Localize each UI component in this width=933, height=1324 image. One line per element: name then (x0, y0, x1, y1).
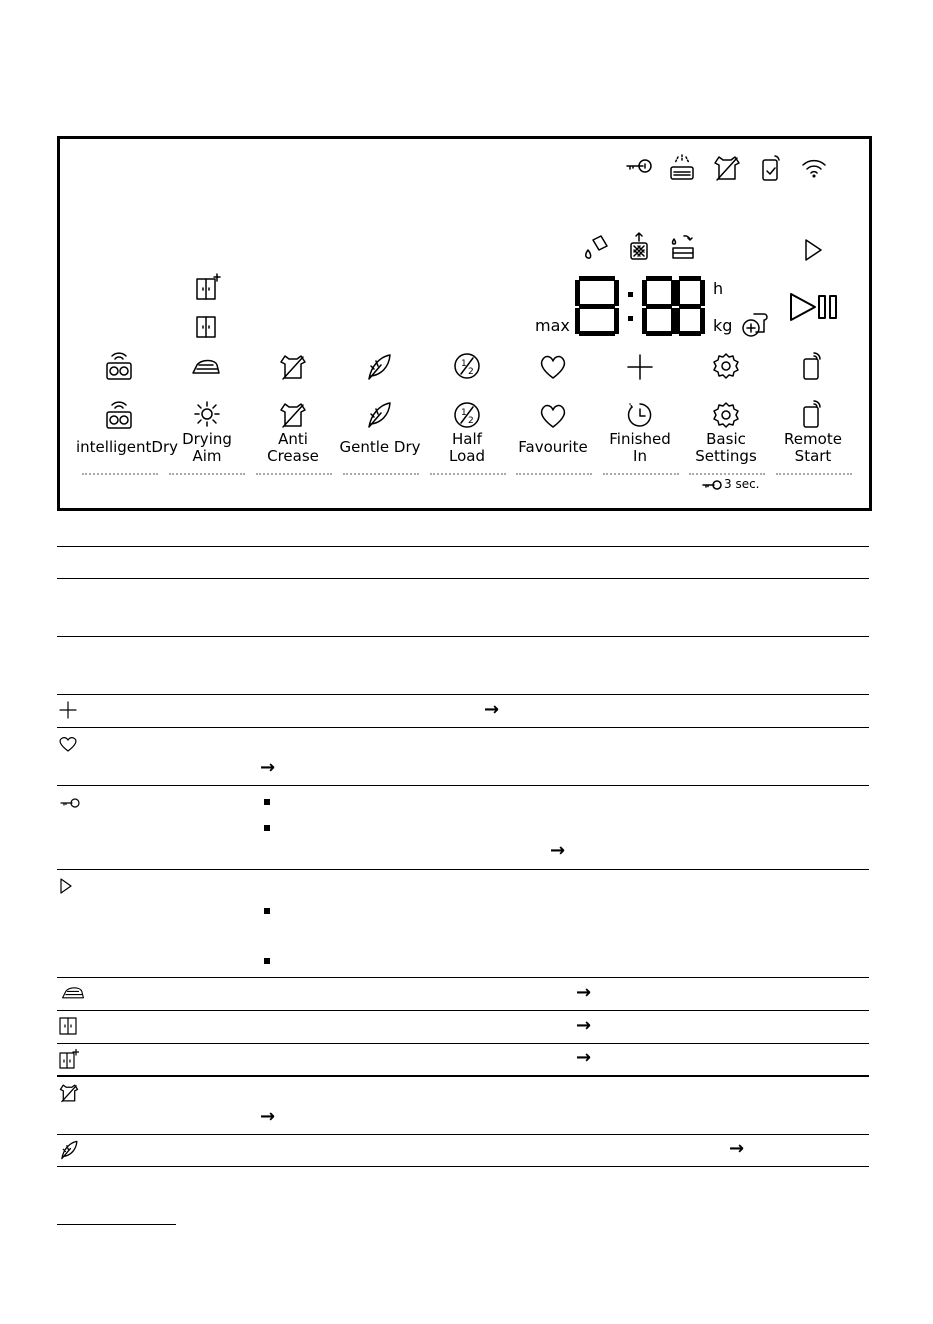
settings-indicator-icon (712, 352, 740, 380)
anti-crease-icon (59, 1083, 79, 1103)
table-rule (57, 578, 869, 579)
list-bullet (264, 958, 270, 964)
basic-settings-icon (712, 401, 740, 429)
max-label: max (535, 316, 570, 335)
table-rule (57, 1166, 869, 1167)
child-lock-hint-icon (701, 479, 723, 491)
gentle-dry-indicator-icon (365, 353, 393, 381)
anti-crease-indicator-icon (279, 353, 307, 381)
cupboard-dry-plus-icon (195, 273, 221, 301)
table-rule (57, 1075, 869, 1077)
intelligent-dry-icon (104, 400, 134, 430)
svg-text:1: 1 (461, 408, 467, 418)
drying-aim-icon (194, 401, 220, 427)
iron-indicator-icon (191, 357, 221, 377)
table-rule (57, 694, 869, 695)
remote-monitor-icon (759, 154, 783, 182)
add-laundry-icon (740, 309, 770, 339)
list-bullet (264, 799, 270, 805)
iron-icon (59, 985, 87, 1001)
heart-icon (59, 736, 77, 752)
finished-in-button[interactable]: Finished In (609, 430, 671, 465)
arrow-icon: → (484, 699, 500, 720)
favourite-icon (539, 403, 567, 429)
basic-settings-button[interactable]: Basic Settings (695, 430, 757, 465)
time-display (575, 276, 705, 336)
intelligent-dry-indicator-icon (104, 351, 134, 381)
half-load-button[interactable]: Half Load (449, 430, 485, 465)
table-rule (57, 1010, 869, 1011)
feather-icon (59, 1140, 79, 1160)
child-lock-hint-text: 3 sec. (724, 477, 760, 491)
touch-area-divider (82, 473, 158, 475)
arrow-icon: → (260, 1106, 276, 1127)
touch-area-divider (776, 473, 852, 475)
arrow-icon: → (576, 1015, 592, 1036)
arrow-icon: → (729, 1138, 745, 1159)
table-rule (57, 785, 869, 786)
list-bullet (264, 825, 270, 831)
svg-text:2: 2 (468, 367, 474, 377)
table-rule (57, 636, 869, 637)
anti-crease-status-icon (713, 154, 741, 182)
water-tank-icon (669, 153, 695, 181)
plus-icon (59, 701, 77, 719)
touch-area-divider (169, 473, 245, 475)
child-lock-icon (624, 157, 654, 175)
svg-text:1: 1 (461, 359, 467, 369)
remote-start-button[interactable]: Remote Start (784, 430, 842, 465)
touch-area-divider (343, 473, 419, 475)
arrow-icon: → (260, 757, 276, 778)
control-panel (57, 136, 872, 511)
finished-in-indicator-icon (626, 353, 654, 381)
touch-area-divider (689, 473, 765, 475)
remote-start-indicator-icon (800, 351, 824, 381)
half-load-icon (453, 401, 481, 429)
cupboard-dry-icon (195, 315, 221, 339)
hours-unit-label: h (713, 279, 724, 298)
favourite-button[interactable]: Favourite (518, 438, 588, 456)
favourite-indicator-icon (539, 354, 567, 380)
table-rule (57, 977, 869, 978)
table-rule (57, 1134, 869, 1135)
filter-clean-icon (627, 231, 651, 261)
footnote-rule (57, 1224, 176, 1225)
table-rule (57, 727, 869, 728)
arrow-icon: → (550, 840, 566, 861)
remote-start-icon (800, 399, 824, 429)
cupboard-dry-plus-icon (59, 1049, 79, 1069)
table-rule (57, 1043, 869, 1044)
intelligent-dry-button[interactable]: intelligentDry (76, 438, 179, 456)
touch-area-divider (603, 473, 679, 475)
start-pause-button[interactable] (788, 291, 840, 323)
softener-icon (581, 234, 609, 262)
anti-crease-icon (279, 401, 307, 429)
gentle-dry-button[interactable]: Gentle Dry (339, 438, 421, 456)
empty-tank-icon (670, 234, 696, 262)
table-rule (57, 546, 869, 547)
play-icon (59, 877, 73, 895)
finished-in-icon (626, 401, 654, 429)
table-rule (57, 869, 869, 870)
kg-unit-label: kg (713, 316, 733, 335)
cupboard-dry-icon (59, 1017, 77, 1035)
touch-area-divider (430, 473, 506, 475)
wifi-icon (800, 157, 828, 179)
list-bullet (264, 908, 270, 914)
half-load-indicator-icon (453, 352, 481, 380)
touch-area-divider (256, 473, 332, 475)
drying-aim-button[interactable]: Drying Aim (182, 430, 232, 465)
svg-text:2: 2 (468, 416, 474, 426)
child-lock-icon (59, 797, 81, 809)
anti-crease-button[interactable]: Anti Crease (267, 430, 319, 465)
arrow-icon: → (576, 1047, 592, 1068)
start-indicator-icon (803, 238, 823, 262)
arrow-icon: → (576, 982, 592, 1003)
gentle-dry-icon (365, 401, 393, 429)
touch-area-divider (516, 473, 592, 475)
